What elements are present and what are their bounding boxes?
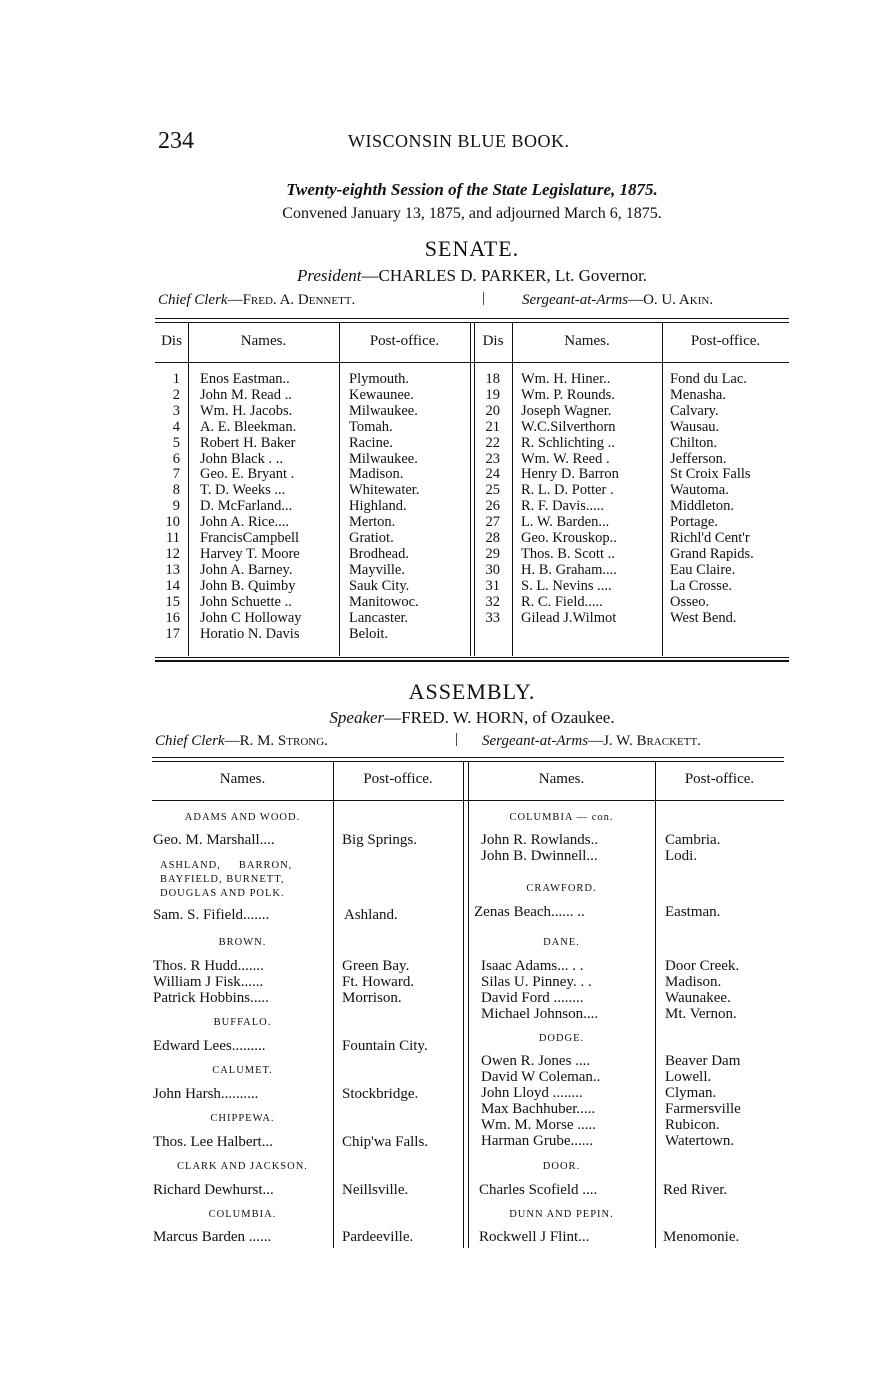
senate-cell-dis: 14 bbox=[165, 577, 180, 594]
senate-cell-po: Brodhead. bbox=[349, 545, 409, 562]
member-post-office: Green Bay. bbox=[342, 958, 410, 974]
senate-cell-dis: 15 bbox=[165, 593, 180, 610]
senate-po-col-right bbox=[670, 372, 754, 627]
senate-cell-po: Mayville. bbox=[349, 561, 405, 578]
senate-cell-name: John A. Barney. bbox=[200, 561, 293, 578]
senate-cell-dis: 4 bbox=[172, 418, 180, 435]
senate-cell-name: John Schuette .. bbox=[200, 593, 292, 610]
senate-cell-dis: 5 bbox=[172, 434, 180, 451]
senate-cell-po: Madison. bbox=[349, 466, 404, 483]
header-post-office: Post-office. bbox=[684, 771, 755, 787]
sergeant-label: Sergeant-at-Arms bbox=[482, 733, 589, 749]
assembly-speaker bbox=[0, 708, 884, 728]
senate-cell-po: Tomah. bbox=[349, 418, 393, 435]
senate-cell-name: W.C.Silverthorn bbox=[521, 418, 616, 435]
county-heading: BUFFALO. bbox=[213, 1017, 272, 1028]
senate-cell-name: Gilead J.Wilmot bbox=[521, 609, 617, 626]
senate-cell-name: Joseph Wagner. bbox=[521, 402, 612, 419]
header-names: Names. bbox=[219, 771, 266, 787]
member-post-office: Lowell. bbox=[665, 1069, 712, 1085]
senate-cell-dis: 10 bbox=[165, 514, 180, 531]
header-post-office: Post-office. bbox=[369, 333, 440, 349]
member-post-office: Eastman. bbox=[665, 904, 721, 920]
member-post-office: Morrison. bbox=[342, 990, 402, 1006]
member-name: David Ford ........ bbox=[481, 990, 584, 1006]
member-name: Harman Grube...... bbox=[481, 1133, 594, 1149]
member-name: Thos. Lee Halbert... bbox=[153, 1134, 273, 1150]
senate-cell-name: Enos Eastman.. bbox=[200, 371, 290, 387]
member-post-office: Ft. Howard. bbox=[342, 974, 415, 990]
senate-cell-po: Grand Rapids. bbox=[670, 545, 754, 562]
rule bbox=[155, 657, 789, 658]
member-post-office: Ashland. bbox=[344, 907, 398, 923]
senate-cell-name: S. L. Nevins .... bbox=[521, 577, 612, 594]
senate-cell-po: Sauk City. bbox=[349, 577, 410, 594]
senate-cell-dis: 18 bbox=[485, 371, 500, 387]
member-name: David W Coleman.. bbox=[481, 1069, 601, 1085]
senate-cell-po: Manitowoc. bbox=[349, 593, 419, 610]
senate-cell-po: Lancaster. bbox=[349, 609, 409, 626]
senate-cell-po: Milwaukee. bbox=[349, 450, 418, 467]
rule bbox=[155, 362, 789, 363]
member-post-office: Menomonie. bbox=[663, 1229, 740, 1245]
senate-cell-po: Chilton. bbox=[670, 434, 718, 451]
senate-cell-name: A. E. Bleekman. bbox=[200, 418, 297, 435]
county-heading: DUNN AND PEPIN. bbox=[509, 1209, 614, 1220]
senate-cell-dis: 24 bbox=[485, 466, 500, 483]
senate-cell-po: St Croix Falls bbox=[670, 466, 751, 483]
senate-cell-name: R. C. Field..... bbox=[521, 593, 603, 610]
senate-cell-name: John M. Read .. bbox=[200, 386, 292, 403]
senate-cell-po: Menasha. bbox=[670, 386, 726, 403]
sergeant-value: —O. U. Akin. bbox=[628, 292, 714, 308]
senate-cell-dis: 3 bbox=[172, 402, 180, 419]
county-heading: DOOR. bbox=[542, 1161, 581, 1172]
chief-clerk-value: —R. M. Strong. bbox=[224, 733, 328, 749]
senate-cell-po: Eau Claire. bbox=[670, 561, 736, 578]
county-heading: ASHLAND, BARRON, BAYFIELD, BURNETT, DOUGLAS AND POLK. bbox=[160, 860, 293, 899]
senate-sergeant bbox=[522, 292, 713, 309]
senate-cell-po: Richl'd Cent'r bbox=[670, 530, 750, 547]
convened-line: Convened January 13, 1875, and adjourned March 6, 1875. bbox=[282, 205, 662, 222]
senate-cell-dis: 13 bbox=[165, 561, 180, 578]
senate-cell-name: R. L. D. Potter . bbox=[521, 482, 614, 499]
member-post-office: Rubicon. bbox=[665, 1117, 720, 1133]
senate-cell-dis: 22 bbox=[485, 434, 500, 451]
senate-cell-po: Kewaunee. bbox=[349, 386, 414, 403]
header-names: Names. bbox=[240, 333, 287, 349]
rule bbox=[155, 318, 789, 319]
senate-dis-col-left bbox=[155, 372, 180, 642]
senate-cell-name: Wm. H. Jacobs. bbox=[200, 402, 293, 419]
senate-cell-po: Gratiot. bbox=[349, 530, 394, 547]
member-post-office: Pardeeville. bbox=[342, 1229, 414, 1245]
header-post-office: Post-office. bbox=[363, 771, 433, 787]
senate-cell-name: Horatio N. Davis bbox=[200, 625, 300, 642]
senate-po-col-left bbox=[349, 372, 419, 642]
senate-cell-dis: 25 bbox=[485, 482, 500, 499]
county-heading: CRAWFORD. bbox=[526, 883, 597, 894]
member-name: Isaac Adams... . . bbox=[481, 958, 584, 974]
president-label: President bbox=[296, 266, 362, 285]
assembly-sergeant bbox=[482, 733, 701, 750]
senate-cell-po: Beloit. bbox=[349, 625, 389, 642]
senate-cell-name: R. F. Davis..... bbox=[521, 498, 605, 515]
senate-cell-name: Wm. H. Hiner.. bbox=[521, 371, 611, 387]
member-name: Owen R. Jones .... bbox=[481, 1053, 591, 1069]
member-post-office: Big Springs. bbox=[342, 832, 418, 848]
col-rule bbox=[463, 761, 464, 1248]
member-post-office: Red River. bbox=[663, 1182, 728, 1198]
senate-cell-name: John A. Rice.... bbox=[200, 514, 290, 531]
session-title: Twenty-eighth Session of the State Legislature, 1875. bbox=[286, 180, 658, 199]
senate-cell-dis: 2 bbox=[172, 386, 180, 403]
senate-cell-dis: 16 bbox=[165, 609, 180, 626]
header-dis: Dis bbox=[161, 333, 182, 349]
member-post-office: Waunakee. bbox=[665, 990, 731, 1006]
member-name: Zenas Beach...... .. bbox=[474, 904, 585, 920]
senate-cell-po: Wausau. bbox=[670, 418, 720, 435]
senate-president bbox=[0, 266, 884, 286]
senate-cell-name: Harvey T. Moore bbox=[200, 545, 300, 562]
member-post-office: Stockbridge. bbox=[342, 1086, 419, 1102]
senate-cell-dis: 33 bbox=[485, 609, 500, 626]
member-post-office: Mt. Vernon. bbox=[665, 1006, 737, 1022]
assembly-chief-clerk bbox=[155, 733, 328, 750]
senate-cell-name: L. W. Barden... bbox=[521, 514, 610, 531]
county-heading: COLUMBIA — con. bbox=[509, 812, 614, 823]
senate-cell-dis: 1 bbox=[172, 371, 180, 387]
chief-clerk-value: —Fred. A. Dennett. bbox=[227, 292, 356, 308]
senate-cell-dis: 12 bbox=[165, 545, 180, 562]
col-rule bbox=[662, 322, 663, 656]
page-number: 234 bbox=[158, 128, 194, 154]
member-post-office: Madison. bbox=[665, 974, 722, 990]
clerk-separator: | bbox=[455, 731, 459, 747]
senate-cell-name: Wm. P. Rounds. bbox=[521, 386, 615, 403]
member-name: John Harsh.......... bbox=[153, 1086, 259, 1102]
senate-dis-col-right bbox=[474, 372, 500, 627]
member-name: William J Fisk...... bbox=[153, 974, 264, 990]
senate-cell-po: Osseo. bbox=[670, 593, 710, 610]
running-head: WISCONSIN BLUE BOOK. bbox=[348, 131, 570, 151]
senate-cell-po: Whitewater. bbox=[349, 482, 420, 499]
col-rule bbox=[512, 322, 513, 656]
member-post-office: Neillsville. bbox=[342, 1182, 409, 1198]
col-rule bbox=[468, 761, 469, 1248]
header-names: Names. bbox=[564, 333, 610, 349]
senate-names-col-left bbox=[200, 372, 302, 642]
senate-cell-dis: 7 bbox=[172, 466, 180, 483]
senate-cell-dis: 28 bbox=[485, 530, 500, 547]
county-heading: CALUMET. bbox=[212, 1065, 273, 1076]
senate-cell-po: Merton. bbox=[349, 514, 396, 531]
president-value: —CHARLES D. PARKER, Lt. Governor. bbox=[361, 266, 648, 285]
senate-cell-po: Milwaukee. bbox=[349, 402, 418, 419]
member-post-office: Cambria. bbox=[665, 832, 721, 848]
senate-cell-dis: 8 bbox=[172, 482, 180, 499]
county-heading: CHIPPEWA. bbox=[210, 1113, 275, 1124]
senate-cell-name: John Black . .. bbox=[200, 450, 283, 467]
senate-cell-name: John B. Quimby bbox=[200, 577, 296, 594]
senate-cell-dis: 30 bbox=[485, 561, 500, 578]
senate-cell-dis: 11 bbox=[166, 530, 180, 547]
member-post-office: Chip'wa Falls. bbox=[342, 1134, 429, 1150]
senate-cell-po: Portage. bbox=[670, 514, 718, 531]
header-names: Names. bbox=[538, 771, 585, 787]
senate-cell-dis: 31 bbox=[485, 577, 500, 594]
senate-cell-name: Henry D. Barron bbox=[521, 466, 619, 483]
senate-cell-dis: 26 bbox=[485, 498, 500, 515]
senate-cell-po: Middleton. bbox=[670, 498, 735, 515]
member-name: Silas U. Pinney. . . bbox=[481, 974, 592, 990]
senate-cell-name: John C Holloway bbox=[200, 609, 302, 626]
county-heading: DANE. bbox=[543, 937, 580, 948]
senate-cell-po: Racine. bbox=[349, 434, 393, 451]
senate-cell-dis: 29 bbox=[485, 545, 500, 562]
senate-cell-po: Highland. bbox=[349, 498, 407, 515]
member-name: Marcus Barden ...... bbox=[153, 1229, 272, 1245]
col-rule bbox=[339, 322, 340, 656]
rule bbox=[152, 757, 784, 758]
member-post-office: Clyman. bbox=[665, 1085, 717, 1101]
member-name: Max Bachhuber..... bbox=[481, 1101, 596, 1117]
header-dis: Dis bbox=[482, 333, 504, 349]
col-rule bbox=[188, 322, 189, 656]
member-name: Sam. S. Fifield....... bbox=[153, 907, 270, 923]
member-post-office: Beaver Dam bbox=[665, 1053, 741, 1069]
col-rule bbox=[333, 761, 334, 1248]
senate-cell-dis: 17 bbox=[165, 625, 180, 642]
senate-cell-dis: 32 bbox=[485, 593, 500, 610]
member-name: Richard Dewhurst... bbox=[153, 1182, 274, 1198]
chief-clerk-label: Chief Clerk bbox=[158, 292, 228, 308]
county-heading: COLUMBIA. bbox=[208, 1209, 277, 1220]
senate-cell-po: Wautoma. bbox=[670, 482, 729, 499]
member-name: John Lloyd ........ bbox=[481, 1085, 583, 1101]
col-rule bbox=[470, 322, 471, 656]
member-name: Rockwell J Flint... bbox=[479, 1229, 590, 1245]
county-heading: BROWN. bbox=[218, 937, 267, 948]
senate-cell-name: Geo. Krouskop.. bbox=[521, 530, 617, 547]
senate-cell-name: R. Schlichting .. bbox=[521, 434, 615, 451]
member-name: John B. Dwinnell... bbox=[481, 848, 598, 864]
rule bbox=[155, 660, 789, 662]
member-name: Geo. M. Marshall.... bbox=[153, 832, 275, 848]
assembly-title: ASSEMBLY. bbox=[408, 679, 536, 704]
senate-cell-po: Plymouth. bbox=[349, 371, 410, 387]
member-name: Michael Johnson.... bbox=[481, 1006, 599, 1022]
senate-cell-name: T. D. Weeks ... bbox=[200, 482, 286, 499]
member-name: John R. Rowlands.. bbox=[481, 832, 599, 848]
member-post-office: Fountain City. bbox=[342, 1038, 428, 1054]
senate-cell-name: FrancisCampbell bbox=[200, 530, 300, 547]
senate-cell-dis: 20 bbox=[485, 402, 500, 419]
senate-cell-name: H. B. Graham.... bbox=[521, 561, 617, 578]
senate-cell-dis: 27 bbox=[485, 514, 500, 531]
header-post-office: Post-office. bbox=[690, 333, 761, 349]
senate-cell-dis: 19 bbox=[485, 386, 500, 403]
senate-cell-name: D. McFarland... bbox=[200, 498, 293, 515]
member-post-office: Lodi. bbox=[665, 848, 698, 864]
sergeant-label: Sergeant-at-Arms bbox=[522, 292, 629, 308]
senate-cell-po: Jefferson. bbox=[670, 450, 727, 467]
senate-names-col-right bbox=[521, 372, 619, 627]
sergeant-value: —J. W. Brackett. bbox=[588, 733, 701, 749]
senate-cell-po: Calvary. bbox=[670, 402, 719, 419]
member-name: Thos. R Hudd....... bbox=[153, 958, 264, 974]
senate-cell-dis: 21 bbox=[485, 418, 500, 435]
senate-cell-dis: 23 bbox=[485, 450, 500, 467]
senate-title: SENATE. bbox=[424, 236, 520, 261]
member-post-office: Farmersville bbox=[665, 1101, 741, 1117]
rule bbox=[155, 322, 789, 323]
member-name: Patrick Hobbins..... bbox=[153, 990, 269, 1006]
senate-cell-name: Wm. W. Reed . bbox=[521, 450, 610, 467]
col-rule bbox=[655, 761, 656, 1248]
senate-cell-po: West Bend. bbox=[670, 609, 737, 626]
senate-cell-dis: 6 bbox=[172, 450, 180, 467]
chief-clerk-label: Chief Clerk bbox=[155, 733, 225, 749]
senate-cell-dis: 9 bbox=[172, 498, 180, 515]
county-heading: ADAMS AND WOOD. bbox=[184, 812, 301, 823]
speaker-label: Speaker bbox=[329, 708, 385, 727]
senate-cell-po: Fond du Lac. bbox=[670, 371, 747, 387]
member-name: Charles Scofield .... bbox=[479, 1182, 598, 1198]
county-heading: CLARK AND JACKSON. bbox=[177, 1161, 308, 1172]
senate-chief-clerk bbox=[158, 292, 355, 309]
member-post-office: Watertown. bbox=[665, 1133, 735, 1149]
senate-cell-name: Geo. E. Bryant . bbox=[200, 466, 295, 483]
member-name: Wm. M. Morse ..... bbox=[481, 1117, 596, 1133]
clerk-separator: | bbox=[482, 290, 486, 306]
senate-cell-name: Thos. B. Scott .. bbox=[521, 545, 615, 562]
speaker-value: —FRED. W. HORN, of Ozaukee. bbox=[384, 708, 615, 727]
county-heading: DODGE. bbox=[538, 1033, 585, 1044]
senate-cell-name: Robert H. Baker bbox=[200, 434, 296, 451]
member-name: Edward Lees......... bbox=[153, 1038, 266, 1054]
senate-cell-po: La Crosse. bbox=[670, 577, 733, 594]
member-post-office: Door Creek. bbox=[665, 958, 740, 974]
